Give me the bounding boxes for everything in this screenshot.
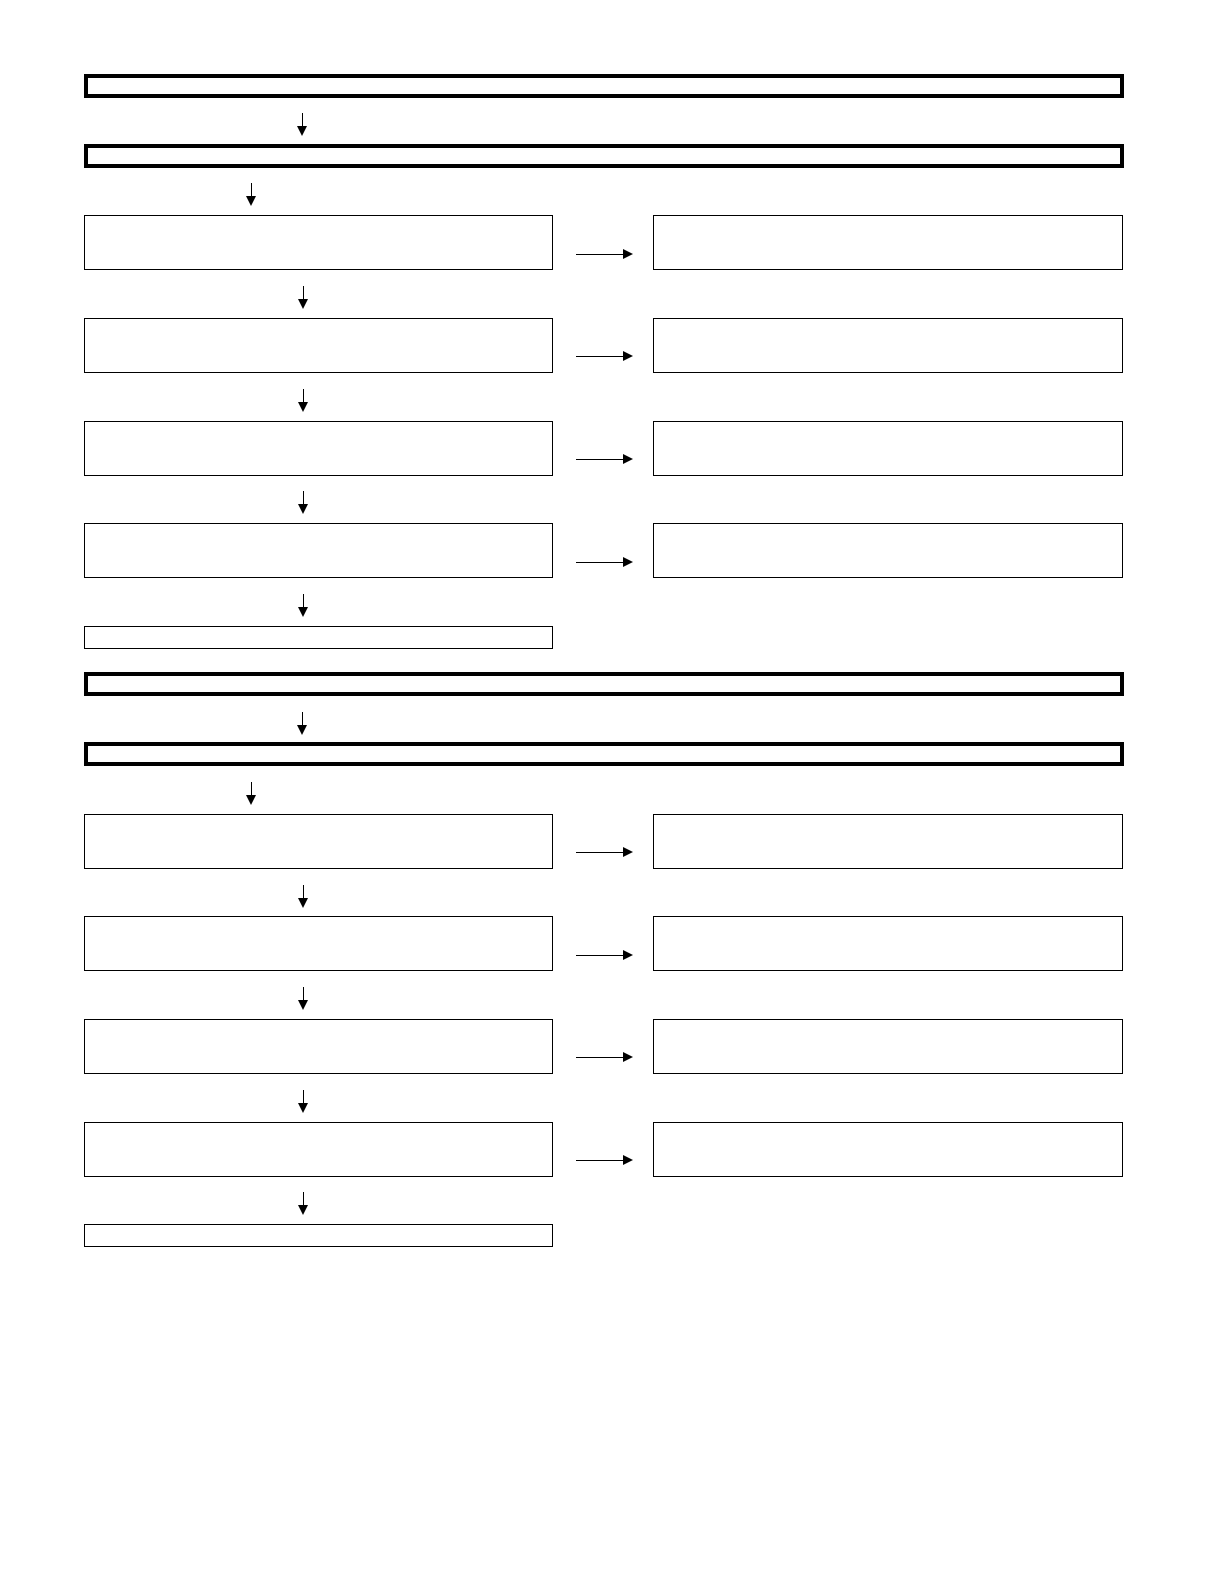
arrow-right: [576, 454, 633, 464]
section-2-step-3-result-box: [653, 1019, 1123, 1074]
section-1-step-4-result-box: [653, 523, 1123, 578]
section-1-header-2: [84, 144, 1124, 168]
section-1-step-1-result-box: [653, 215, 1123, 270]
section-2-end-box: [84, 1224, 553, 1247]
arrow-down: [246, 183, 258, 206]
section-1-step-2-result-box: [653, 318, 1123, 373]
section-2-step-3-box: [84, 1019, 553, 1074]
arrow-down: [298, 885, 310, 908]
section-1-end-box: [84, 626, 553, 649]
section-2-step-1-result-box: [653, 814, 1123, 869]
section-1-step-3-box: [84, 421, 553, 476]
section-2-header-2: [84, 742, 1124, 766]
section-2-step-4-box: [84, 1122, 553, 1177]
arrow-right: [576, 351, 633, 361]
section-2-step-1-box: [84, 814, 553, 869]
arrow-down: [297, 113, 309, 136]
arrow-right: [576, 1155, 633, 1165]
arrow-right: [576, 847, 633, 857]
arrow-down: [298, 491, 310, 514]
section-2-step-2-box: [84, 916, 553, 971]
section-1-step-4-box: [84, 523, 553, 578]
section-1-step-3-result-box: [653, 421, 1123, 476]
arrow-right: [576, 950, 633, 960]
arrow-down: [298, 594, 310, 617]
arrow-down: [297, 712, 309, 735]
arrow-down: [298, 987, 310, 1010]
section-1-header-1: [84, 74, 1124, 98]
section-1-step-2-box: [84, 318, 553, 373]
arrow-down: [298, 1192, 310, 1215]
arrow-right: [576, 249, 633, 259]
section-2-step-2-result-box: [653, 916, 1123, 971]
arrow-right: [576, 557, 633, 567]
arrow-down: [298, 286, 310, 309]
arrow-down: [298, 1090, 310, 1113]
section-1-step-1-box: [84, 215, 553, 270]
arrow-right: [576, 1052, 633, 1062]
section-2-header-1: [84, 672, 1124, 696]
arrow-down: [298, 389, 310, 412]
arrow-down: [246, 782, 258, 805]
section-2-step-4-result-box: [653, 1122, 1123, 1177]
